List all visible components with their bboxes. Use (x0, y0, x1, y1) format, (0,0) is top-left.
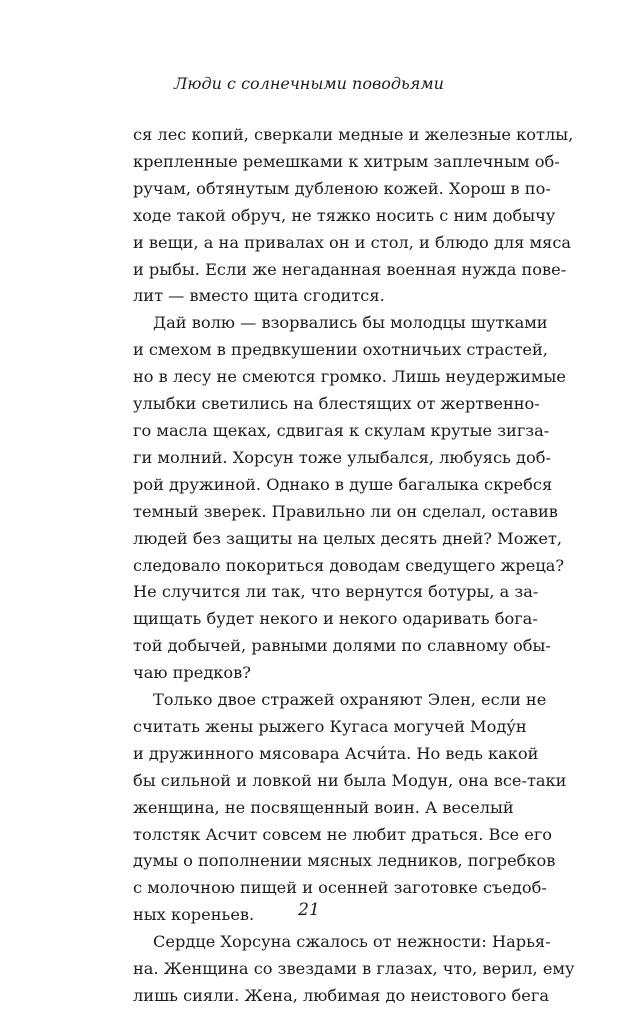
text-line: следовало покориться доводам сведущего жреца? (133, 555, 565, 575)
text-line: го масла щеках, сдвигая к скулам крутые зигза- (133, 420, 550, 440)
text-line: крепленные ремешками к хитрым заплечным об- (133, 151, 560, 171)
text-line: щищать будет некого и некого одаривать бога- (133, 609, 538, 629)
text-line: Только двое стражей охраняют Элен, если не (153, 690, 547, 710)
text-line: ходе такой обруч, не тяжко носить с ним добычу (133, 205, 556, 225)
body-text (133, 122, 575, 1010)
running-head: Люди с солнечными поводьями (174, 74, 444, 93)
text-line: рой дружиной. Однако в душе багалыка скребся (133, 474, 553, 494)
text-line: толстяк Асчит совсем не любит драться. Все его (133, 824, 553, 844)
paragraph (133, 122, 574, 310)
text-line: той добычей, равными долями по славному обы- (133, 636, 551, 656)
text-line: но в лесу не смеются громко. Лишь неудержимые (133, 367, 566, 387)
text-line: и дружинного мясовара Асчи́та. Но ведь какой (133, 743, 539, 763)
text-line: ся лес копий, сверкали медные и железные котлы, (133, 125, 574, 144)
text-line: людей без защиты на целых десять дней? Может, (133, 528, 563, 548)
text-line: ги молний. Хорсун тоже улыбался, любуясь доб- (133, 447, 551, 467)
text-line: улыбки светились на блестящих от жертвенно- (133, 394, 540, 414)
text-line: лишь сияли. Жена, любимая до неистового бега (133, 986, 549, 1005)
text-line: лит — вместо щита сгодится. (133, 286, 385, 306)
paragraph (133, 929, 575, 1010)
text-line: чаю предков? (133, 663, 251, 683)
text-line: Сердце Хорсуна сжалось от нежности: Нарья- (153, 932, 551, 952)
text-line: Дай волю — взорвались бы молодцы шутками (153, 313, 548, 333)
text-line: Не случится ли так, что вернутся ботуры, а за- (133, 582, 539, 602)
paragraph (133, 310, 566, 687)
text-line: и смехом в предвкушении охотничьих страстей, (133, 340, 548, 360)
text-line: темный зверек. Правильно ли он сделал, оставив (133, 501, 558, 521)
text-line: бы сильной и ловкой ни была Модун, она все-таки (133, 770, 567, 790)
text-line: думы о пополнении мясных ледников, погребков (133, 851, 556, 871)
text-line: с молочною пищей и осенней заготовке съедоб- (133, 878, 547, 898)
page-number: 21 (298, 900, 320, 920)
text-line: на. Женщина со звездами в глазах, что, верил, ему (133, 959, 575, 979)
text-line: и рыбы. Если же негаданная военная нужда пове- (133, 259, 567, 279)
paragraph (133, 687, 567, 929)
text-line: женщина, не посвященный воин. А веселый (133, 797, 514, 817)
text-line: и вещи, а на привалах он и стол, и блюдо для мяса (133, 232, 572, 252)
text-line: считать жены рыжего Кугаса могучей Моду́н (133, 716, 527, 736)
text-line: ных кореньев. (133, 905, 255, 925)
text-line: ручам, обтянутым дубленою кожей. Хорош в по- (133, 178, 551, 198)
